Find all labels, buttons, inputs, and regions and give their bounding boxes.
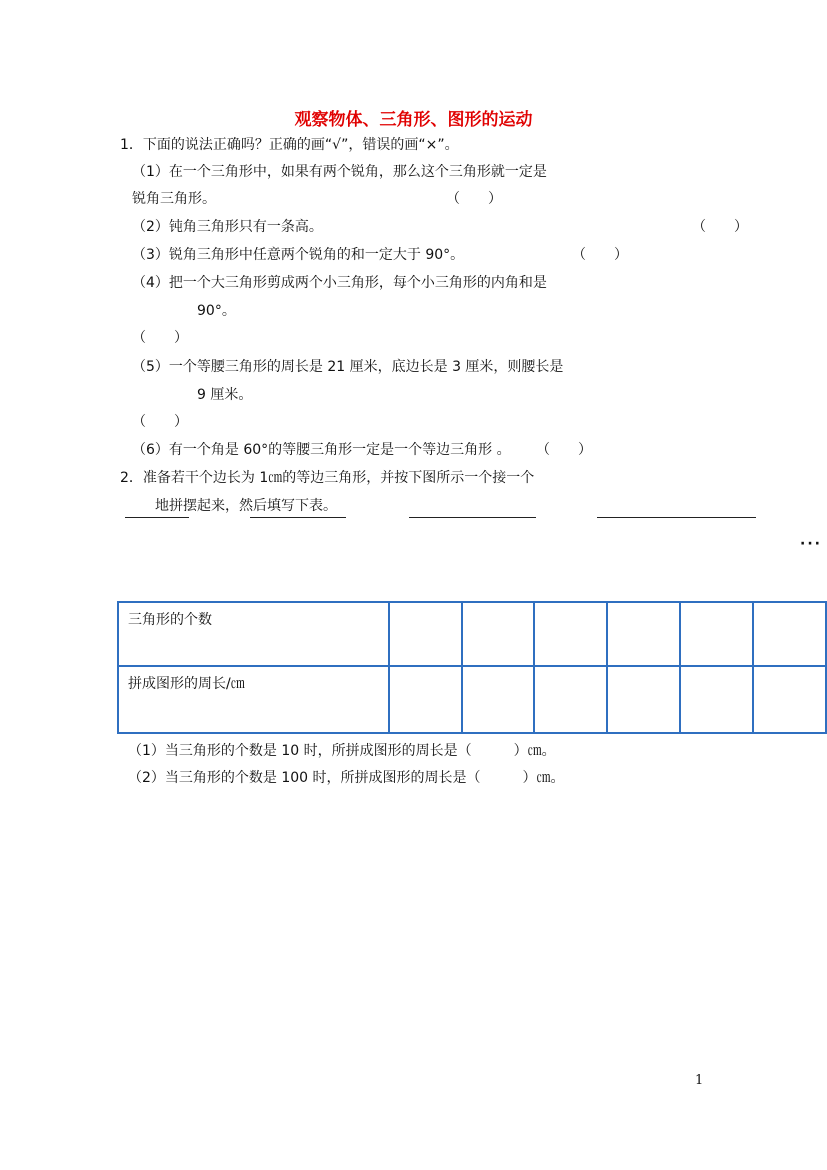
q1-item-6-answer-blank[interactable]: （ ）: [536, 442, 592, 458]
table-cell[interactable]: [462, 602, 535, 666]
q1-item-2-line1: （2）钝角三角形只有一条高。: [132, 219, 323, 235]
table-cell[interactable]: [389, 666, 462, 733]
q1-item-3-answer-blank[interactable]: （ ）: [572, 247, 628, 263]
table-cell[interactable]: [680, 666, 753, 733]
q1-item-5-line2: 9 厘米。: [197, 387, 253, 403]
page-title: 观察物体、三角形、图形的运动: [294, 110, 533, 130]
question-1-stem: 1．下面的说法正确吗？正确的画“√”，错误的画“×”。: [120, 137, 459, 153]
q1-item-1-line2: 锐角三角形。: [132, 191, 216, 207]
q1-item-1-answer-blank[interactable]: （ ）: [446, 191, 502, 207]
q1-item-5-answer-blank[interactable]: （ ）: [132, 414, 188, 430]
table-cell[interactable]: [534, 666, 607, 733]
table-cell[interactable]: [753, 602, 826, 666]
table-cell[interactable]: [389, 602, 462, 666]
q1-item-6-line1: （6）有一个角是 60°的等腰三角形一定是一个等边三角形 。: [132, 442, 511, 458]
q1-item-2-answer-blank[interactable]: （ ）: [692, 219, 748, 235]
row-label-perimeter: 拼成图形的周长/㎝: [118, 666, 389, 733]
table-row: [118, 602, 826, 666]
table-cell[interactable]: [753, 666, 826, 733]
q1-item-4-answer-blank[interactable]: （ ）: [132, 330, 188, 346]
figure-line: [250, 517, 346, 518]
table-row: [118, 666, 826, 733]
question-2-stem-line1: 2．准备若干个边长为 1㎝的等边三角形，并按下图所示一个接一个: [120, 470, 535, 486]
answer-table: [117, 601, 827, 734]
table-cell[interactable]: [607, 666, 680, 733]
q1-item-3-line1: （3）锐角三角形中任意两个锐角的和一定大于 90°。: [132, 247, 465, 263]
q2-sub-2: （2）当三角形的个数是 100 时，所拼成图形的周长是（ ）㎝。: [128, 770, 565, 786]
table-cell[interactable]: [462, 666, 535, 733]
q1-item-4-line2: 90°。: [197, 303, 236, 319]
table-cell[interactable]: [534, 602, 607, 666]
q1-item-1-line1: （1）在一个三角形中，如果有两个锐角，那么这个三角形就一定是: [132, 164, 547, 180]
table-cell[interactable]: [680, 602, 753, 666]
figure-line: [409, 517, 536, 518]
table-cell[interactable]: [607, 602, 680, 666]
ellipsis: ···: [800, 536, 822, 552]
page-number: 1: [695, 1073, 704, 1088]
q1-item-5-line1: （5）一个等腰三角形的周长是 21 厘米，底边长是 3 厘米，则腰长是: [132, 359, 564, 375]
figure-line: [125, 517, 189, 518]
question-2-stem-line2: 地拼摆起来，然后填写下表。: [155, 498, 337, 514]
q1-item-4-line1: （4）把一个大三角形剪成两个小三角形，每个小三角形的内角和是: [132, 275, 547, 291]
figure-line: [597, 517, 756, 518]
row-label-triangle-count: 三角形的个数: [118, 602, 389, 666]
q2-sub-1: （1）当三角形的个数是 10 时，所拼成图形的周长是（ ）㎝。: [128, 743, 556, 759]
